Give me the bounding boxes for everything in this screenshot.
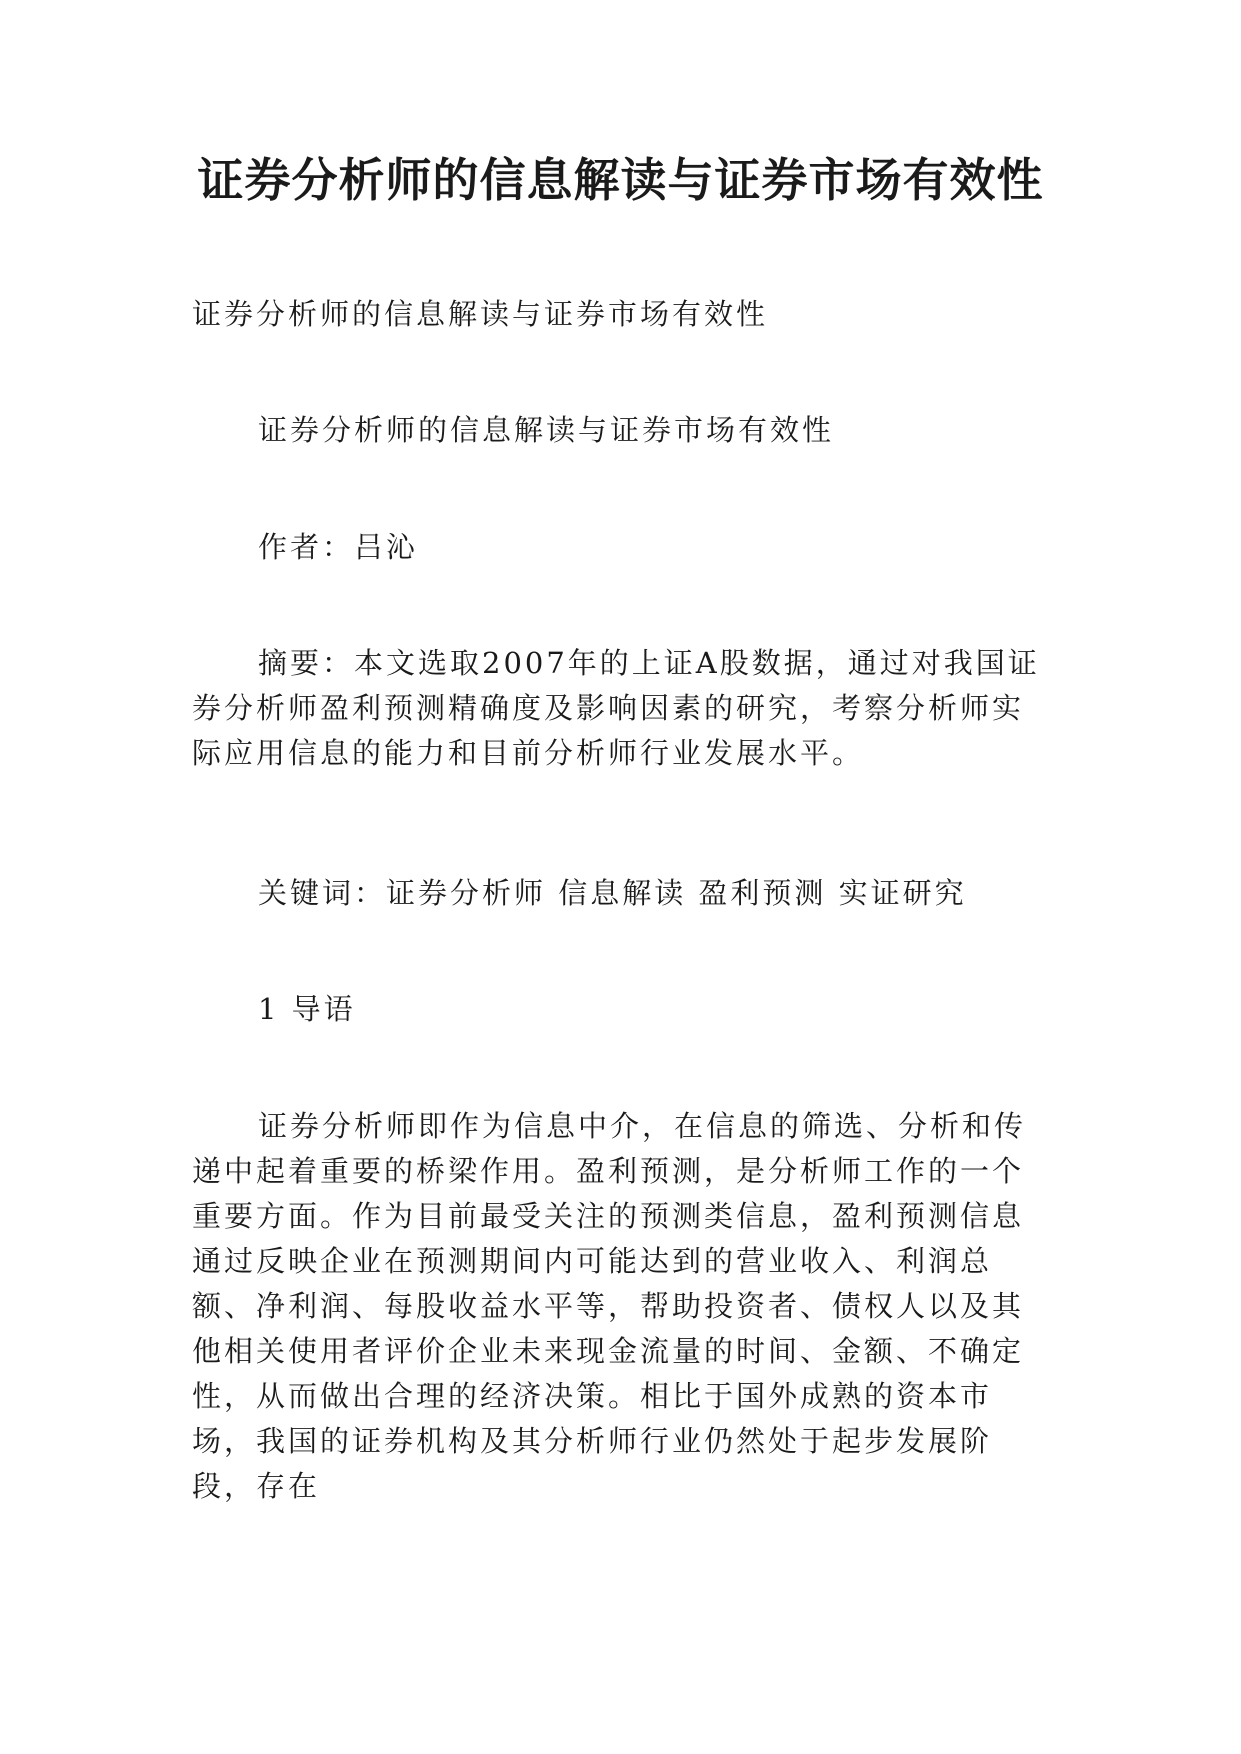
document-title: 证券分析师的信息解读与证券市场有效性 [197, 153, 1044, 207]
document-subtitle: 证券分析师的信息解读与证券市场有效性 [192, 297, 769, 331]
keywords-line: 关键词：证券分析师 信息解读 盈利预测 实证研究 [258, 876, 967, 910]
body-paragraph: 证券分析师即作为信息中介，在信息的筛选、分析和传递中起着重要的桥梁作用。盈利预测，是分析师工作的一个重要方面。作为目前最受关注的预测类信息，盈利预测信息通过反映企业在预测期间内可能达到的营业收入、利润总额、净利润、每股收益水平等，帮助投资者、债权人以及其他相关使用者评价企业未来现金流量的时间、金额、不确定性，从而做出合理的经济决策。相比于国外成熟的资本市场，我国的证券机构及其分析师行业仍然处于起步发展阶段，存在 [192, 1109, 1027, 1503]
section-heading: 1 导语 [258, 992, 356, 1026]
abstract-paragraph: 摘要：本文选取2007年的上证A股数据，通过对我国证券分析师盈利预测精确度及影响因素的研究，考察分析师实际应用信息的能力和目前分析师行业发展水平。 [192, 646, 1040, 770]
author-line: 作者：吕沁 [258, 530, 419, 564]
article-title-paragraph: 证券分析师的信息解读与证券市场有效性 [258, 413, 835, 447]
